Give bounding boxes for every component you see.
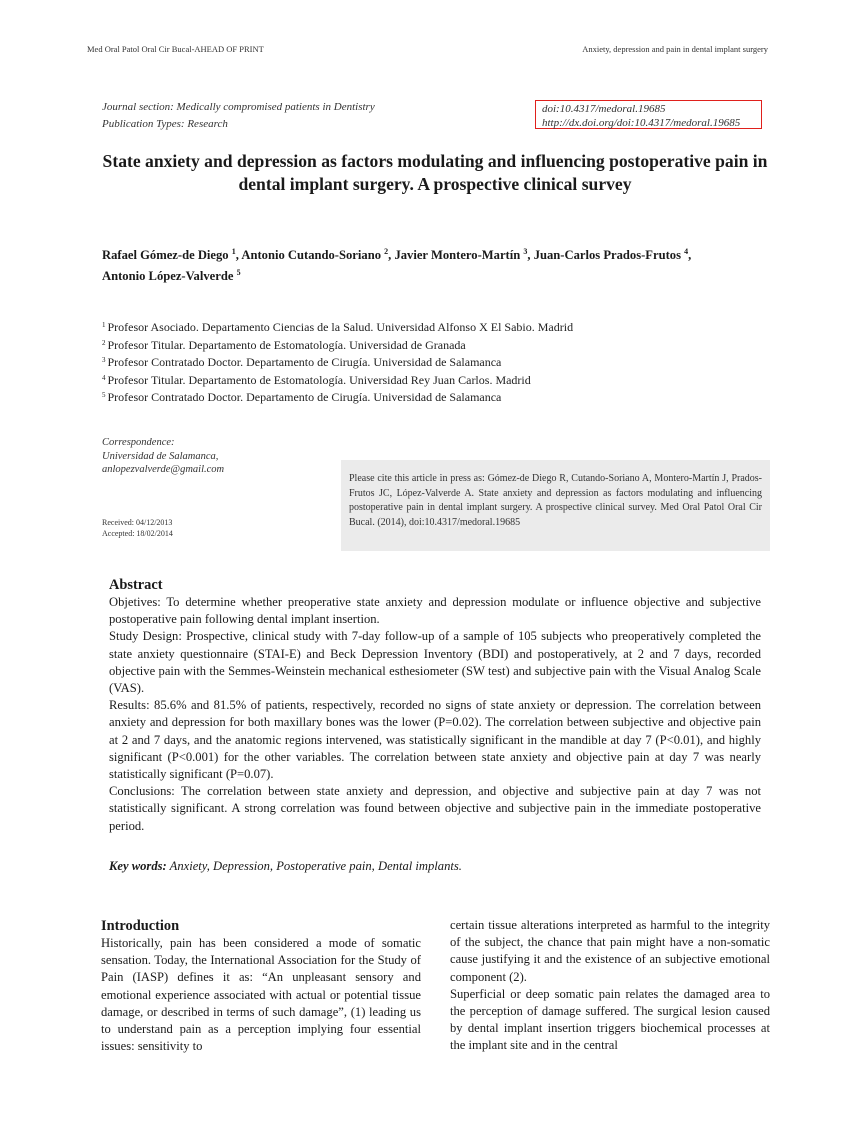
affiliation-list <box>102 318 573 406</box>
author-sup: 2 <box>384 247 389 256</box>
author-name: Antonio Cutando-Soriano <box>241 248 381 262</box>
abstract-results: Results: 85.6% and 81.5% of patients, respectively, recorded no signs of state anxiety or depression. The correlation between anxiety and depression for both maxillary bones was the lower (P=0.02). The correlation between subjective and objective pain at 2 and 7 days, and the anatomic regions intervened, was statistically significant in the mandible at day 7 (P<0.01), and highly significant (P<0.001) for the other variables. The correlation between state anxiety and objective pain at day 7 was nearly statistically significant (P=0.07). <box>109 698 761 782</box>
intro-left-column <box>101 917 421 1055</box>
intro-paragraph: Historically, pain has been considered a mode of somatic sensation. Today, the International Association for the Study of Pain (IASP) defines it as: “An unpleasant sensory and emotional experience associated with actual or potential tissue damage, or described in terms of such damage”, (1) leading us to understand pain as a perception implying four essential issues: sensitivity to <box>101 936 421 1054</box>
correspondence-block <box>102 436 224 477</box>
affiliation-item <box>102 371 573 389</box>
accepted-date: Accepted: 18/02/2014 <box>102 528 173 538</box>
correspondence-label: Correspondence: <box>102 437 175 448</box>
correspondence-institution: Universidad de Salamanca, <box>102 450 219 462</box>
dates-block <box>102 518 173 539</box>
affiliation-sup: 5 <box>102 391 106 400</box>
affiliation-item <box>102 336 573 354</box>
intro-right-column <box>450 917 770 1055</box>
affiliation-sup: 4 <box>102 373 106 382</box>
article-title: State anxiety and depression as factors modulating and influencing postoperative pain in dental implant surgery. A prospective clinical survey <box>102 151 768 194</box>
affiliation-sup: 1 <box>102 321 106 329</box>
affiliation-item <box>102 353 573 371</box>
doi-link[interactable]: http://dx.doi.org/doi:10.4317/medoral.19685 <box>542 116 741 129</box>
author-sup: 5 <box>236 268 241 277</box>
intro-paragraph: Superficial or deep somatic pain relates the damaged area to the perception of damage suffered. The surgical lesion caused by dental implant insertion triggers biochemical processes at the implant site and in the central <box>450 986 770 1053</box>
correspondence-email[interactable]: anlopezvalverde@gmail.com <box>102 464 225 475</box>
keywords <box>109 859 462 874</box>
abstract-conclusions: Conclusions: The correlation between state anxiety and depression, and objective and subjective pain at day 7 was not statistically significant. A strong correlation was found between objective and subjective pain in the immediate postoperative period. <box>109 784 761 833</box>
author-sup: 4 <box>684 247 689 256</box>
intro-paragraph: certain tissue alterations interpreted as harmful to the integrity of the subject, the chance that pain might have a non-somatic cause justifying it and the existence of an subjective emotional component (2). <box>450 918 770 984</box>
abstract-study-design: Study Design: Prospective, clinical study with 7-day follow-up of a sample of 105 subjects who preoperatively completed the state anxiety questionnaire (STAI-E) and Beck Depression Inventory (BDI) and postoperatively, at 2 and 7 days, recorded objective pain with the Semmes-Weinstein mechanical esthesiometer (SW test) and subjective pain with the Visual Analog Scale (VAS). <box>109 629 761 696</box>
citation-box: Please cite this article in press as: Gómez-de Diego R, Cutando-Soriano A, Montero-Martín J, Prados-Frutos JC, López-Valverde A. State anxiety and depression as factors modulating and influencing postoperative pain in dental implant surgery. A prospective clinical survey. Med Oral Patol Oral Cir Bucal. (2014), doi:10.4317/medoral.19685 <box>341 460 770 551</box>
affiliation-sup: 3 <box>102 356 106 365</box>
author-name: Juan-Carlos Prados-Frutos <box>533 248 681 262</box>
abstract-objectives: Objetives: To determine whether preoperative state anxiety and depression modulate or influence objective and subjective postoperative pain following dental implant insertion. <box>109 595 761 627</box>
publication-type: Publication Types: Research <box>102 118 228 130</box>
doi-box <box>535 100 762 129</box>
intro-heading: Introduction <box>101 918 180 934</box>
abstract-heading: Abstract <box>109 577 163 593</box>
keywords-text: Anxiety, Depression, Postoperative pain, Dental implants. <box>169 859 462 873</box>
author-list: Rafael Gómez-de Diego $^1$, Antonio Cutando-Soriano $^2$, Javier Montero-Martín $^3$, Juan-Carlos Prados-Frutos $^4$, Antonio López-Valverde $^5$ <box>102 247 692 283</box>
author-name: Antonio López-Valverde <box>102 269 234 283</box>
author-name: Javier Montero-Martín <box>394 248 521 262</box>
affiliation-text: Profesor Asociado. Departamento Ciencias de la Salud. Universidad Alfonso X El Sabio. Madrid <box>107 320 574 334</box>
affiliation-text: Profesor Titular. Departamento de Estomatología. Universidad Rey Juan Carlos. Madrid <box>107 372 531 387</box>
received-date: Received: 04/12/2013 <box>102 518 173 527</box>
journal-info <box>102 99 375 133</box>
affiliation-text: Profesor Contratado Doctor. Departamento de Cirugía. Universidad de Salamanca <box>107 355 502 370</box>
author-name: Rafael Gómez-de Diego <box>102 248 229 262</box>
abstract-section <box>109 576 761 835</box>
affiliation-item <box>102 388 573 406</box>
affiliation-item <box>102 318 573 336</box>
running-header-left: Med Oral Patol Oral Cir Bucal-AHEAD OF PRINT <box>87 44 264 54</box>
running-header-right: Anxiety, depression and pain in dental implant surgery <box>582 44 768 54</box>
keywords-label: Key words: <box>109 859 167 873</box>
journal-section: Journal section: Medically compromised patients in Dentistry <box>102 101 375 113</box>
affiliation-text: Profesor Contratado Doctor. Departamento de Cirugía. Universidad de Salamanca <box>107 390 502 405</box>
affiliation-text: Profesor Titular. Departamento de Estomatología. Universidad de Granada <box>107 337 466 352</box>
author-sup: 3 <box>523 247 528 256</box>
doi-text[interactable]: doi:10.4317/medoral.19685 <box>542 103 666 115</box>
affiliation-sup: 2 <box>102 338 106 347</box>
author-sup: 1 <box>231 247 236 256</box>
